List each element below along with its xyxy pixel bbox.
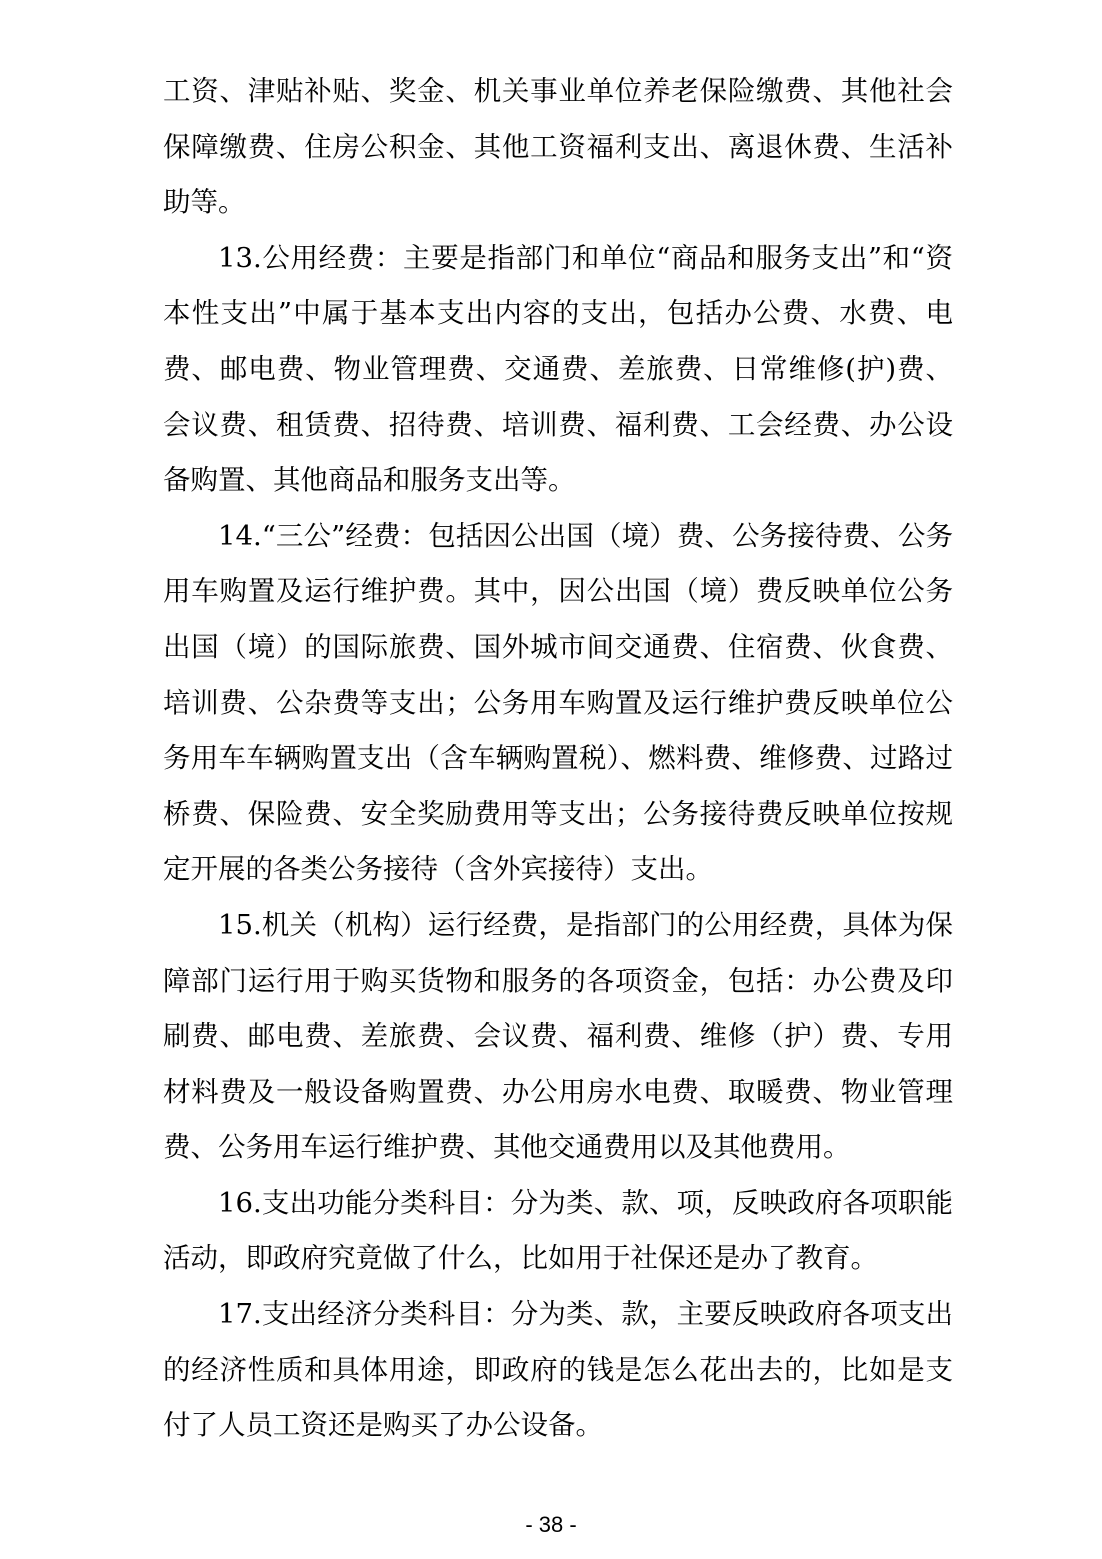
paragraph-continuation: 工资、津贴补贴、奖金、机关事业单位养老保险缴费、其他社会保障缴费、住房公积金、其他工资福利支出、离退休费、生活补助等。 xyxy=(163,75,953,219)
document-body xyxy=(163,64,953,1454)
paragraph-15-operating-funds: 15.机关（机构）运行经费，是指部门的公用经费，具体为保障部门运行用于购买货物和服务的各项资金，包括：办公费及印刷费、邮电费、差旅费、会议费、福利费、维修（护）费、专用材料费及一般设备购置费、办公用房水电费、取暖费、物业管理费、公务用车运行维护费、其他交通费用以及其他费用。 xyxy=(163,908,953,1164)
paragraph-14-three-public-funds: 14.“三公”经费：包括因公出国（境）费、公务接待费、公务用车购置及运行维护费。其中，因公出国（境）费反映单位公务出国（境）的国际旅费、国外城市间交通费、住宿费、伙食费、培训费、公杂费等支出；公务用车购置及运行维护费反映单位公务用车车辆购置支出（含车辆购置税）、燃料费、维修费、过路过桥费、保险费、安全奖励费用等支出；公务接待费反映单位按规定开展的各类公务接待（含外宾接待）支出。 xyxy=(163,519,953,886)
page-number: - 38 - xyxy=(525,1512,577,1537)
paragraph-13-public-funds: 13.公用经费：主要是指部门和单位“商品和服务支出”和“资本性支出”中属于基本支出内容的支出，包括办公费、水费、电费、邮电费、物业管理费、交通费、差旅费、日常维修(护)费、会议费、租赁费、招待费、培训费、福利费、工会经费、办公设备购置、其他商品和服务支出等。 xyxy=(163,241,953,497)
paragraph-16-functional-classification: 16.支出功能分类科目：分为类、款、项，反映政府各项职能活动，即政府究竟做了什么，比如用于社保还是办了教育。 xyxy=(163,1186,953,1275)
paragraph-17-economic-classification: 17.支出经济分类科目：分为类、款，主要反映政府各项支出的经济性质和具体用途，即政府的钱是怎么花出去的，比如是支付了人员工资还是购买了办公设备。 xyxy=(163,1298,953,1442)
